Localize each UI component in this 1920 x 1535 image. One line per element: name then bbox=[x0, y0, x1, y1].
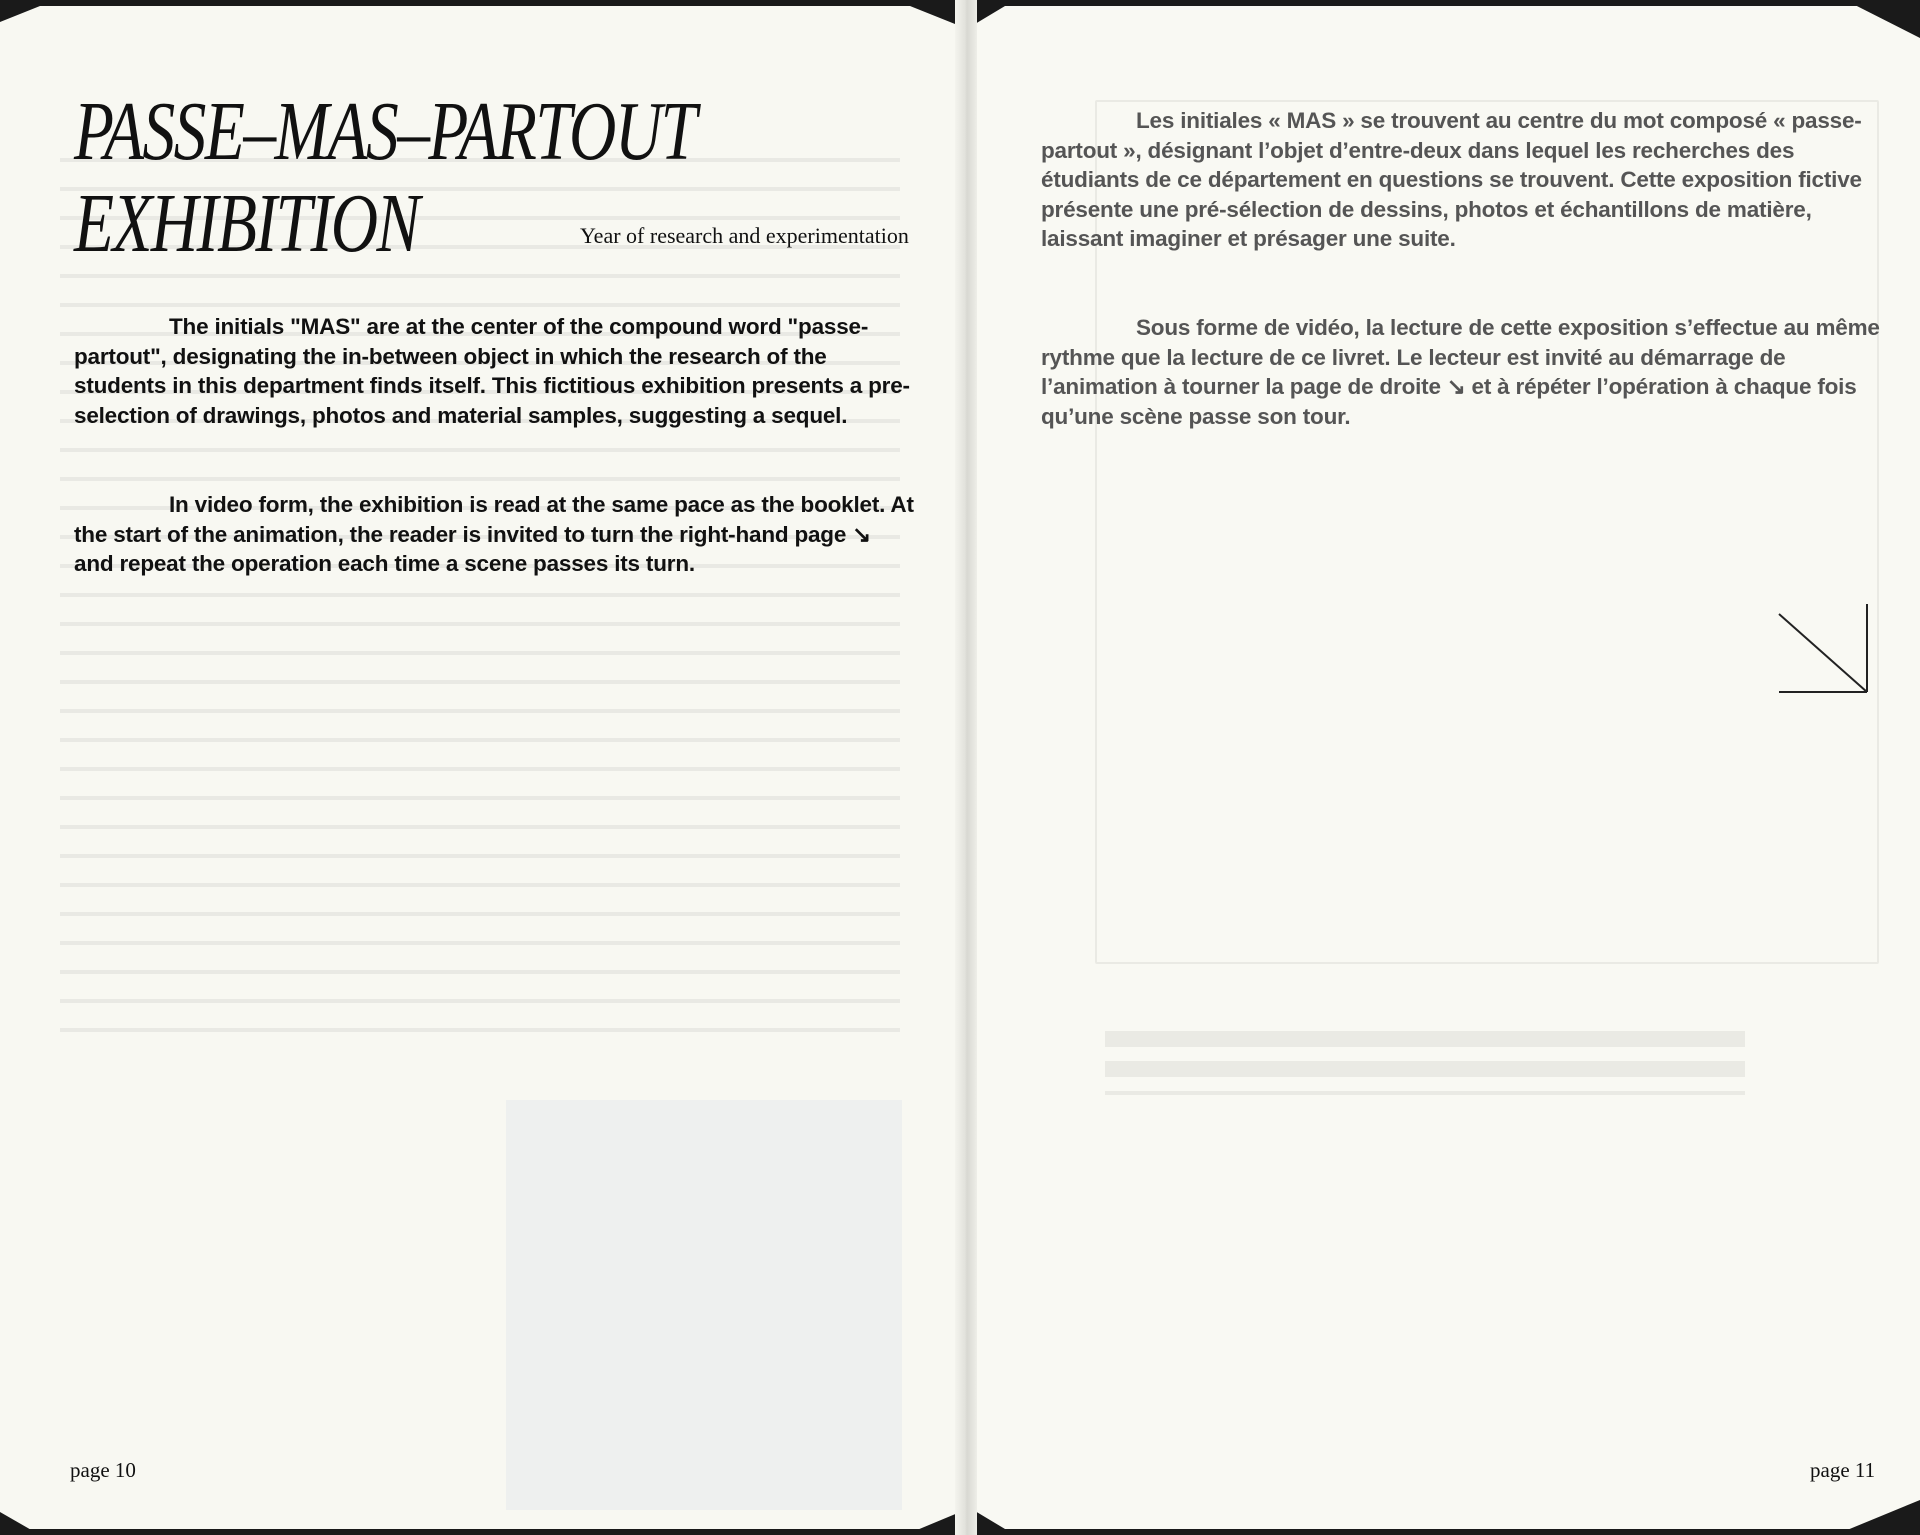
french-paragraph-1-text: Les initiales « MAS » se trouvent au centre du mot composé « passe-partout », désignant l’objet d’entre-deux dans lequel les recherches des étudiants de ce département en questions se trouvent. Cette exposition fictive présente une pré-sélection de dessins, photos et échantillons de matière, laissant imaginer et présager une suite. bbox=[1041, 108, 1862, 251]
french-paragraph-2 bbox=[1041, 313, 1891, 431]
french-paragraph-2-text: Sous forme de vidéo, la lecture de cette exposition s’effectue au même rythme que la lecture de ce livret. Le lecteur est invité au démarrage de l’animation à tourner la page de droite ↘ et à répéter l’opération à chaque fois qu’une scène passe son tour. bbox=[1041, 315, 1880, 429]
gutter bbox=[955, 0, 977, 1535]
page-number-right: page 11 bbox=[1810, 1458, 1876, 1482]
title-line-1: PASSE–MAS–PARTOUT bbox=[74, 85, 696, 178]
page-number-left: page 10 bbox=[70, 1458, 136, 1482]
subtitle: Year of research and experimentation bbox=[580, 223, 909, 248]
english-paragraph-1-text: The initials "MAS" are at the center of the compound word "passe-partout", designating the in-between object in which the research of the students in this department finds itself. This fictitious exhibition presents a pre-selection of drawings, photos and material samples, suggesting a sequel. bbox=[74, 314, 910, 428]
title-line-2: EXHIBITION bbox=[74, 177, 419, 270]
south-east-arrow-icon bbox=[1775, 600, 1875, 700]
french-paragraph-1 bbox=[1041, 106, 1891, 254]
english-paragraph-2-text: In video form, the exhibition is read at the same pace as the booklet. At the start of the animation, the reader is invited to turn the right-hand page ↘ and repeat the operation each time a scene passes its turn. bbox=[74, 492, 914, 576]
